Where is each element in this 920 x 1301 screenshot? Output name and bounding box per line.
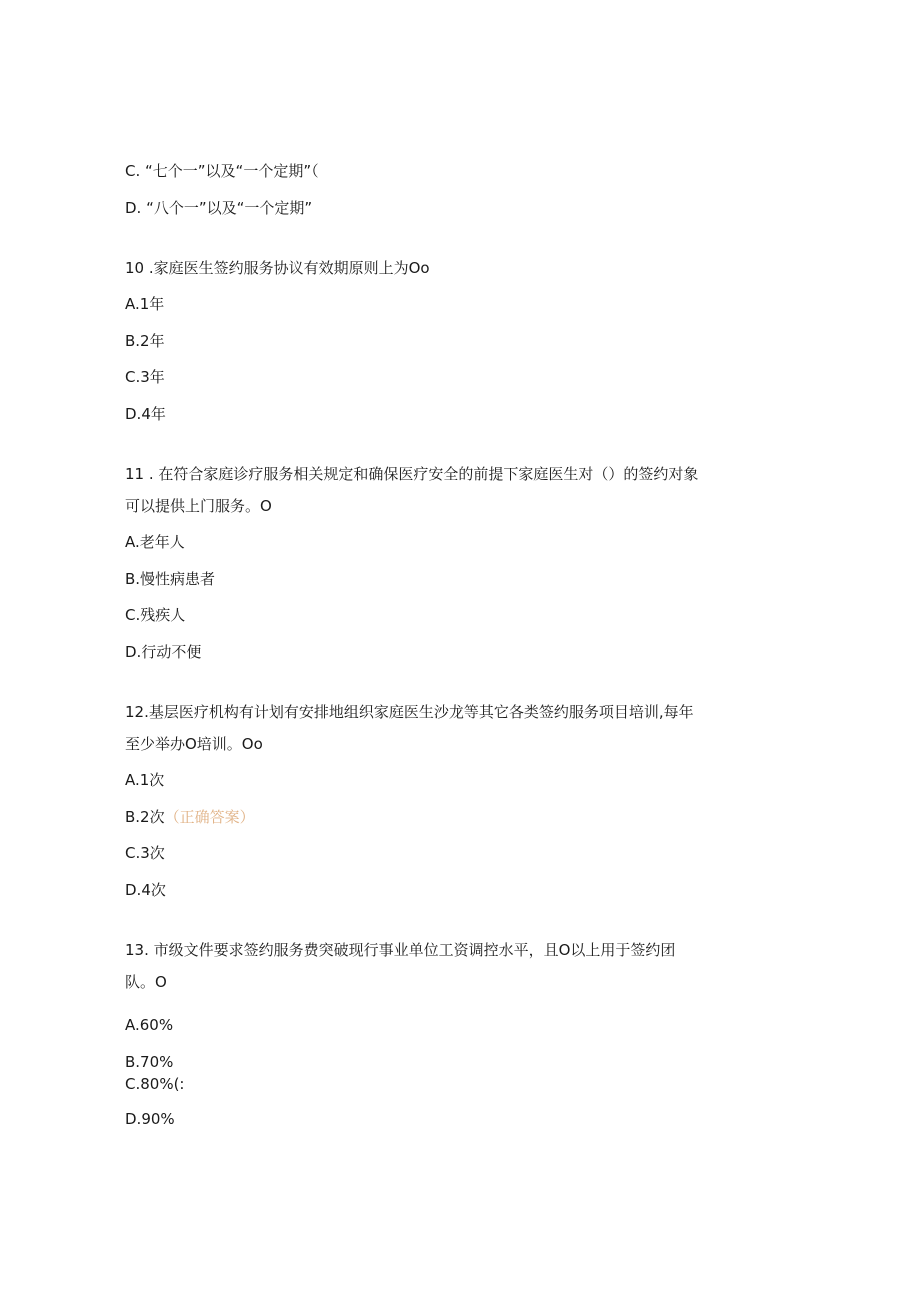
q12-option-d: D.4次 bbox=[125, 881, 166, 899]
q11-text-line1: 11 . 在符合家庭诊疗服务相关规定和确保医疗安全的前提下家庭医生对（）的签约对象 bbox=[125, 465, 699, 483]
q13-option-a: A.60% bbox=[125, 1016, 174, 1034]
q11-option-d: D.行动不便 bbox=[125, 643, 202, 661]
q12-option-b bbox=[125, 807, 255, 827]
q13-text-line2: 队。O bbox=[125, 973, 167, 991]
q9-option-c: C. “七个一”以及“一个定期”（ bbox=[125, 162, 319, 180]
q9-option-d: D. “八个一”以及“一个定期” bbox=[125, 199, 313, 217]
q13-option-d: D.90% bbox=[125, 1110, 175, 1128]
q10-option-d: D.4年 bbox=[125, 405, 166, 423]
q10-option-c: C.3年 bbox=[125, 368, 165, 386]
q11-option-c: C.残疾人 bbox=[125, 606, 186, 624]
q12-text-line2: 至少举办O培训。Oo bbox=[125, 735, 263, 753]
q13-text-line1: 13. 市级文件要求签约服务费突破现行事业单位工资调控水平，且O以上用于签约团 bbox=[125, 941, 676, 959]
correct-answer-tag: （正确答案） bbox=[164, 808, 255, 826]
q10-text: 10 .家庭医生签约服务协议有效期原则上为Oo bbox=[125, 259, 430, 277]
q13-option-c: C.80%(: bbox=[125, 1075, 185, 1093]
q12-option-b-text: B.2次 bbox=[125, 808, 165, 826]
q10-option-a: A.1年 bbox=[125, 295, 165, 313]
q13-option-b: B.70% bbox=[125, 1053, 174, 1071]
q12-option-a: A.1次 bbox=[125, 771, 165, 789]
q10-option-b: B.2年 bbox=[125, 332, 165, 350]
q11-text-line2: 可以提供上门服务。O bbox=[125, 497, 272, 515]
q11-option-a: A.老年人 bbox=[125, 533, 185, 551]
q12-option-c: C.3次 bbox=[125, 844, 165, 862]
q12-text-line1: 12.基层医疗机构有计划有安排地组织家庭医生沙龙等其它各类签约服务项目培训,每年 bbox=[125, 703, 694, 721]
q11-option-b: B.慢性病患者 bbox=[125, 570, 216, 588]
